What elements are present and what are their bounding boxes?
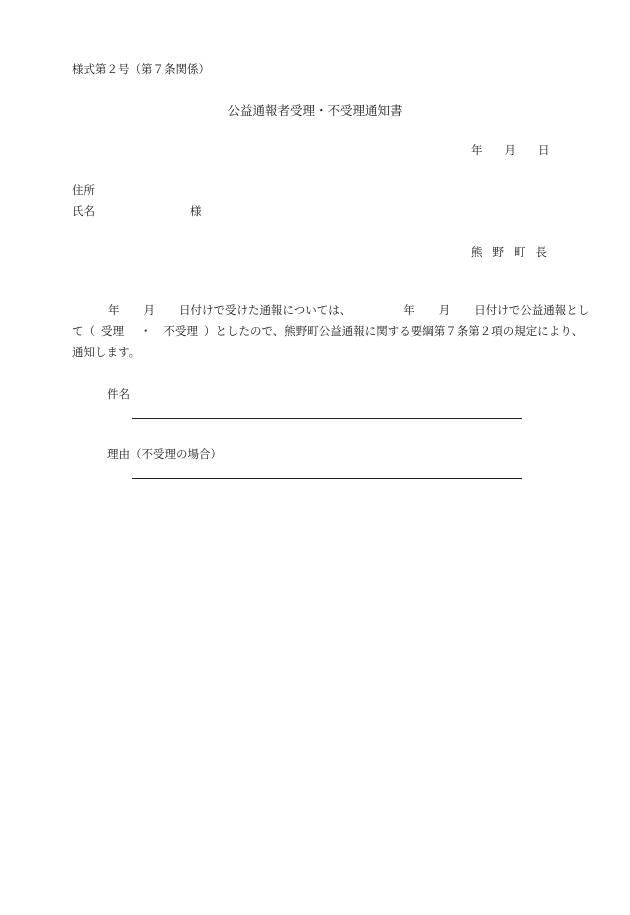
body-line-2 [72, 321, 592, 342]
body-notice-text: 日付けで公益通報とし [474, 303, 590, 317]
document-title: 公益通報者受理・不受理通知書 [227, 103, 403, 118]
date-year: 年 [471, 143, 483, 157]
option-accept: 受理 [101, 324, 124, 338]
date-day: 日 [538, 143, 550, 157]
body-open-paren: て（ [72, 324, 95, 338]
body-month-2: 月 [438, 303, 451, 317]
form-number: 様式第２号（第７条関係） [72, 62, 210, 76]
body-line-1 [72, 300, 592, 321]
body-month: 月 [143, 303, 155, 317]
issuer-char-3: 町 [514, 245, 526, 259]
option-reject: 不受理 [163, 324, 198, 338]
subject-label: 件名 [107, 387, 130, 401]
subject-underline [132, 418, 522, 419]
body-year: 年 [108, 303, 120, 317]
recipient-address-label: 住所 [72, 183, 95, 197]
issuer-char-2: 野 [492, 245, 504, 259]
body-line-3: 通知します。 [72, 345, 141, 359]
reason-label: 理由（不受理の場合） [107, 447, 222, 461]
option-separator: ・ [140, 324, 152, 338]
issue-date [471, 142, 550, 158]
issuer-name [471, 244, 547, 260]
issuer-char-4: 長 [535, 245, 547, 259]
body-regulation-text: ）としたので、熊野町公益通報に関する要綱第７条第２項の規定により、 [204, 324, 584, 338]
reason-underline [132, 478, 522, 479]
date-month: 月 [504, 143, 516, 157]
issuer-char-1: 熊 [471, 245, 483, 259]
recipient-name-label: 氏名 [72, 204, 95, 218]
notice-body [72, 300, 592, 363]
body-year-2: 年 [403, 303, 415, 317]
body-received-text: 日付けで受けた通報については、 [179, 303, 352, 317]
recipient-honorific: 様 [190, 204, 202, 218]
